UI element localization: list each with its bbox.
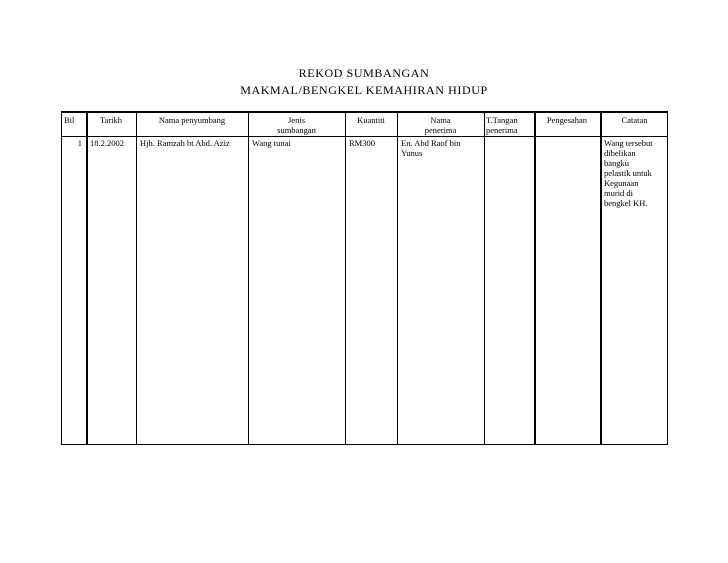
header-jenis-sumbangan: Jenis sumbangan xyxy=(277,115,316,135)
column-divider xyxy=(86,113,88,444)
header-bil: Bil xyxy=(64,115,75,125)
title-line-2: MAKMAL/BENGKEL KEMAHIRAN HIDUP xyxy=(240,83,488,97)
column-divider xyxy=(248,113,249,444)
header-pengesahan: Pengesahan xyxy=(546,115,588,125)
row-catatan: Wang tersebut dibelikan bangku pelastik untuk Kegunaan murid di bengkel KH. xyxy=(604,138,653,208)
title-line-1: REKOD SUMBANGAN xyxy=(298,66,430,80)
row-nama-penerima: En. Abd Raof bin Yunus xyxy=(401,138,461,158)
header-nama-penerima: Nama penerima xyxy=(424,115,457,135)
column-divider xyxy=(534,113,536,444)
header-tandatangan-penerima: T.Tangan penerima xyxy=(486,115,518,135)
column-divider xyxy=(136,113,137,444)
column-divider xyxy=(345,113,346,444)
header-kuantiti: Kuantiti xyxy=(357,115,385,125)
header-catatan: Catatan xyxy=(621,115,648,125)
row-nama-penyumbang: Hjh. Ramzah bt Abd. Aziz xyxy=(140,138,230,148)
row-tarikh: 18.2.2002 xyxy=(90,138,124,148)
column-divider xyxy=(397,113,398,444)
row-jenis-sumbangan: Wang tunai xyxy=(252,138,291,148)
column-divider xyxy=(484,113,485,444)
row-bil: 1 xyxy=(77,138,82,148)
header-divider xyxy=(62,136,667,137)
row-kuantiti: RM300 xyxy=(349,138,375,148)
header-nama-penyumbang: Nama penyumbang xyxy=(158,115,226,125)
donation-record-table xyxy=(61,111,668,445)
header-tarikh: Tarikh xyxy=(99,115,123,125)
